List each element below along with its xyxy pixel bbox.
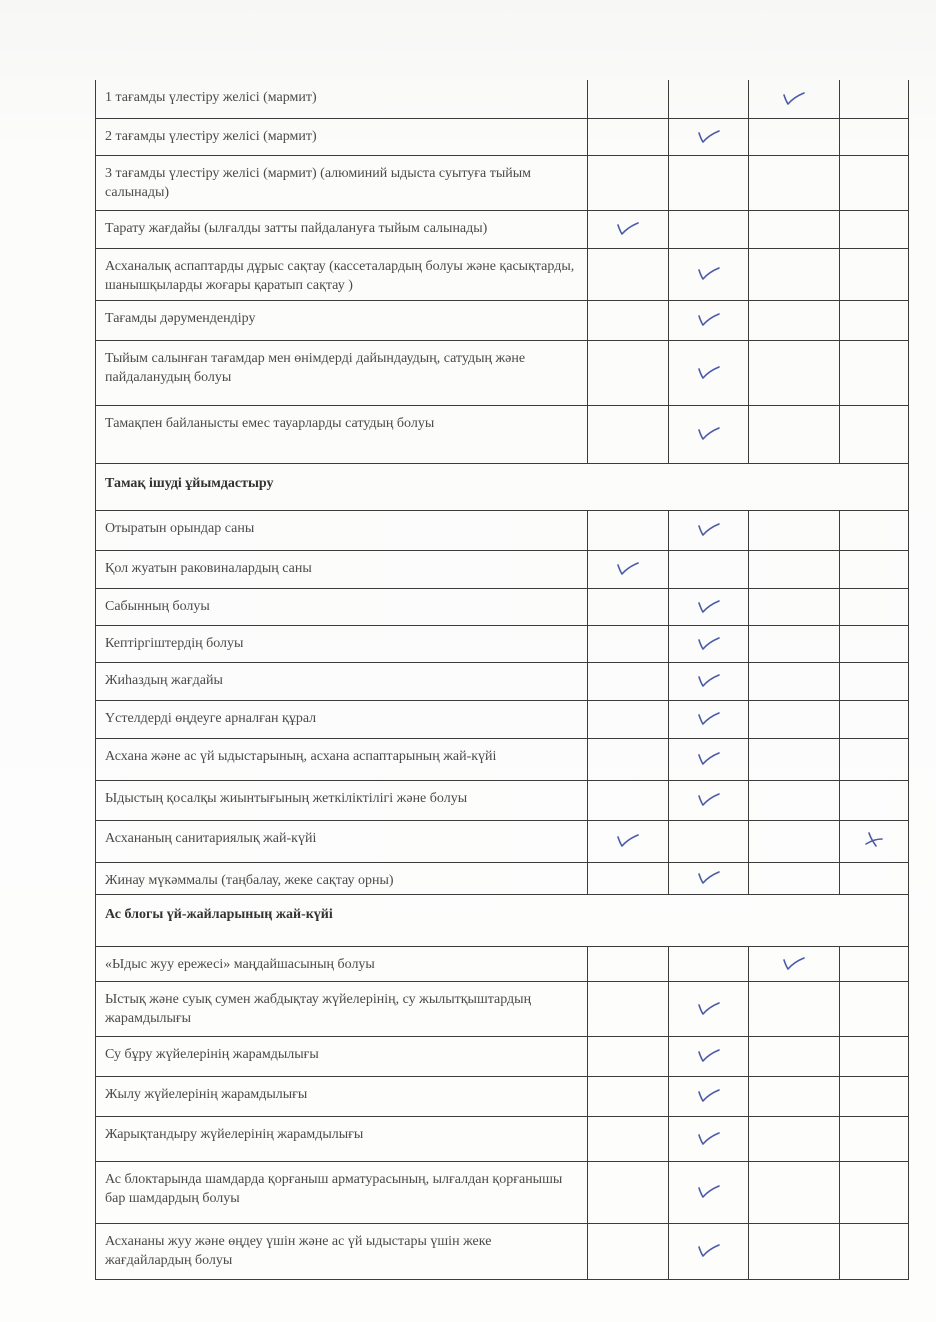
mark-cell-col3[interactable] [749, 550, 840, 588]
mark-cell-col3[interactable] [749, 405, 840, 463]
checklist-row [96, 862, 909, 894]
mark-cell-col4[interactable] [840, 946, 909, 981]
mark-cell-col4[interactable] [840, 210, 909, 248]
mark-cell-col4[interactable] [840, 820, 909, 862]
mark-cell-col4[interactable] [840, 862, 909, 894]
mark-cell-col1[interactable] [588, 118, 669, 155]
mark-cell-col2[interactable] [669, 738, 749, 780]
handwritten-check-icon [695, 999, 723, 1017]
mark-cell-col2[interactable] [669, 946, 749, 981]
mark-cell-col3[interactable] [749, 862, 840, 894]
mark-cell-col2[interactable] [669, 118, 749, 155]
mark-cell-col1[interactable] [588, 1036, 669, 1076]
mark-cell-col1[interactable] [588, 80, 669, 118]
mark-cell-col2[interactable] [669, 510, 749, 550]
handwritten-check-icon [695, 1046, 723, 1064]
mark-cell-col4[interactable] [840, 550, 909, 588]
item-label: Ыдыстың қосалқы жиынтығының жеткіліктілігі және болуы [96, 780, 588, 820]
mark-cell-col4[interactable] [840, 738, 909, 780]
mark-cell-col3[interactable] [749, 248, 840, 300]
mark-cell-col1[interactable] [588, 1161, 669, 1223]
mark-cell-col3[interactable] [749, 662, 840, 700]
item-label: Тамақпен байланысты емес тауарларды сатудың болуы [96, 405, 588, 463]
inspection-checklist-table [95, 80, 909, 1280]
checklist-row [96, 1076, 909, 1116]
mark-cell-col1[interactable] [588, 510, 669, 550]
handwritten-check-icon [695, 749, 723, 767]
mark-cell-col4[interactable] [840, 80, 909, 118]
handwritten-check-icon [695, 520, 723, 538]
handwritten-check-icon [614, 831, 642, 849]
mark-cell-col2[interactable] [669, 405, 749, 463]
item-label: Асхана және ас үй ыдыстарының, асхана аспаптарының жай-күйі [96, 738, 588, 780]
checklist-row [96, 155, 909, 210]
section-title: Ас блогы үй-жайларының жай-күйі [96, 894, 909, 946]
mark-cell-col1[interactable] [588, 862, 669, 894]
checklist-row [96, 662, 909, 700]
mark-cell-col1[interactable] [588, 780, 669, 820]
mark-cell-col4[interactable] [840, 700, 909, 738]
mark-cell-col1[interactable] [588, 1076, 669, 1116]
handwritten-check-icon [614, 559, 642, 577]
mark-cell-col2[interactable] [669, 780, 749, 820]
checklist-row [96, 340, 909, 405]
handwritten-check-icon [780, 89, 808, 107]
mark-cell-col2[interactable] [669, 662, 749, 700]
mark-cell-col3[interactable] [749, 700, 840, 738]
handwritten-check-icon [695, 868, 723, 886]
mark-cell-col3[interactable] [749, 625, 840, 662]
handwritten-check-icon [695, 634, 723, 652]
mark-cell-col2[interactable] [669, 1036, 749, 1076]
item-label: «Ыдыс жуу ережесі» маңдайшасының болуы [96, 946, 588, 981]
item-label: Қол жуатын раковиналардың саны [96, 550, 588, 588]
mark-cell-col3[interactable] [749, 946, 840, 981]
checklist-row [96, 820, 909, 862]
mark-cell-col1[interactable] [588, 738, 669, 780]
mark-cell-col1[interactable] [588, 946, 669, 981]
handwritten-cross-icon [860, 831, 888, 849]
handwritten-check-icon [695, 671, 723, 689]
mark-cell-col2[interactable] [669, 1076, 749, 1116]
handwritten-check-icon [695, 709, 723, 727]
checklist-row [96, 946, 909, 981]
item-label: Жиһаздың жағдайы [96, 662, 588, 700]
item-label: Сабынның болуы [96, 588, 588, 625]
mark-cell-col3[interactable] [749, 981, 840, 1036]
mark-cell-col3[interactable] [749, 118, 840, 155]
checklist-row [96, 588, 909, 625]
handwritten-check-icon [780, 954, 808, 972]
mark-cell-col4[interactable] [840, 1161, 909, 1223]
mark-cell-col4[interactable] [840, 118, 909, 155]
checklist-row [96, 981, 909, 1036]
mark-cell-col1[interactable] [588, 550, 669, 588]
handwritten-check-icon [695, 1241, 723, 1259]
checklist-row [96, 1116, 909, 1161]
mark-cell-col3[interactable] [749, 210, 840, 248]
mark-cell-col4[interactable] [840, 625, 909, 662]
mark-cell-col4[interactable] [840, 248, 909, 300]
checklist-row [96, 210, 909, 248]
checklist-row [96, 405, 909, 463]
mark-cell-col1[interactable] [588, 820, 669, 862]
handwritten-check-icon [695, 597, 723, 615]
mark-cell-col2[interactable] [669, 820, 749, 862]
mark-cell-col2[interactable] [669, 210, 749, 248]
mark-cell-col1[interactable] [588, 662, 669, 700]
mark-cell-col3[interactable] [749, 510, 840, 550]
item-label: Асханалық аспаптарды дұрыс сақтау (кассеталардың болуы және қасықтарды, шанышқыларды жоғары қаратып сақтау ) [96, 248, 588, 300]
mark-cell-col4[interactable] [840, 405, 909, 463]
handwritten-check-icon [695, 1086, 723, 1104]
mark-cell-col3[interactable] [749, 1116, 840, 1161]
checklist-row [96, 1036, 909, 1076]
mark-cell-col1[interactable] [588, 625, 669, 662]
mark-cell-col4[interactable] [840, 155, 909, 210]
mark-cell-col1[interactable] [588, 155, 669, 210]
mark-cell-col2[interactable] [669, 1116, 749, 1161]
checklist-row [96, 780, 909, 820]
mark-cell-col4[interactable] [840, 340, 909, 405]
mark-cell-col2[interactable] [669, 248, 749, 300]
handwritten-check-icon [695, 363, 723, 381]
checklist-row [96, 550, 909, 588]
mark-cell-col1[interactable] [588, 588, 669, 625]
item-label: 2 тағамды үлестіру желісі (мармит) [96, 118, 588, 155]
mark-cell-col3[interactable] [749, 780, 840, 820]
item-label: Жылу жүйелерінің жарамдылығы [96, 1076, 588, 1116]
mark-cell-col3[interactable] [749, 1036, 840, 1076]
mark-cell-col1[interactable] [588, 700, 669, 738]
handwritten-check-icon [695, 127, 723, 145]
mark-cell-col4[interactable] [840, 510, 909, 550]
mark-cell-col1[interactable] [588, 340, 669, 405]
checklist-row [96, 1223, 909, 1279]
handwritten-check-icon [695, 310, 723, 328]
handwritten-check-icon [695, 264, 723, 282]
mark-cell-col4[interactable] [840, 1076, 909, 1116]
section-header-row [96, 894, 909, 946]
checklist-row [96, 248, 909, 300]
checklist-row [96, 510, 909, 550]
section-title: Тамақ ішуді ұйымдастыру [96, 463, 909, 510]
mark-cell-col4[interactable] [840, 1116, 909, 1161]
mark-cell-col3[interactable] [749, 1223, 840, 1279]
mark-cell-col2[interactable] [669, 588, 749, 625]
mark-cell-col4[interactable] [840, 1223, 909, 1279]
mark-cell-col2[interactable] [669, 700, 749, 738]
checklist-row [96, 700, 909, 738]
item-label: Жарықтандыру жүйелерінің жарамдылығы [96, 1116, 588, 1161]
item-label: 3 тағамды үлестіру желісі (мармит) (алюминий ыдыста суытуға тыйым салынады) [96, 155, 588, 210]
mark-cell-col3[interactable] [749, 1161, 840, 1223]
handwritten-check-icon [695, 790, 723, 808]
mark-cell-col3[interactable] [749, 1076, 840, 1116]
checklist-row [96, 625, 909, 662]
mark-cell-col2[interactable] [669, 80, 749, 118]
mark-cell-col2[interactable] [669, 981, 749, 1036]
mark-cell-col4[interactable] [840, 300, 909, 340]
mark-cell-col3[interactable] [749, 340, 840, 405]
item-label: 1 тағамды үлестіру желісі (мармит) [96, 80, 588, 118]
checklist-row [96, 118, 909, 155]
checklist-row [96, 80, 909, 118]
mark-cell-col3[interactable] [749, 80, 840, 118]
checklist-row [96, 1161, 909, 1223]
mark-cell-col2[interactable] [669, 340, 749, 405]
item-label: Кептіргіштердің болуы [96, 625, 588, 662]
handwritten-check-icon [695, 1129, 723, 1147]
handwritten-check-icon [695, 424, 723, 442]
mark-cell-col3[interactable] [749, 820, 840, 862]
mark-cell-col4[interactable] [840, 780, 909, 820]
mark-cell-col1[interactable] [588, 300, 669, 340]
mark-cell-col2[interactable] [669, 1161, 749, 1223]
mark-cell-col3[interactable] [749, 155, 840, 210]
item-label: Ыстық және суық сумен жабдықтау жүйелерінің, су жылытқыштардың жарамдылығы [96, 981, 588, 1036]
mark-cell-col4[interactable] [840, 588, 909, 625]
mark-cell-col4[interactable] [840, 1036, 909, 1076]
mark-cell-col1[interactable] [588, 405, 669, 463]
mark-cell-col4[interactable] [840, 662, 909, 700]
item-label: Жинау мүкәммалы (таңбалау, жеке сақтау орны) [96, 862, 588, 894]
mark-cell-col4[interactable] [840, 981, 909, 1036]
mark-cell-col1[interactable] [588, 1116, 669, 1161]
item-label: Үстелдерді өңдеуге арналған құрал [96, 700, 588, 738]
checklist-row [96, 738, 909, 780]
item-label: Тарату жағдайы (ылғалды затты пайдалануға тыйым салынады) [96, 210, 588, 248]
mark-cell-col2[interactable] [669, 1223, 749, 1279]
mark-cell-col1[interactable] [588, 248, 669, 300]
mark-cell-col3[interactable] [749, 738, 840, 780]
item-label: Тағамды дәрумендендіру [96, 300, 588, 340]
item-label: Тыйым салынған тағамдар мен өнімдерді дайындаудың, сатудың және пайдаланудың болуы [96, 340, 588, 405]
mark-cell-col2[interactable] [669, 550, 749, 588]
mark-cell-col1[interactable] [588, 210, 669, 248]
mark-cell-col1[interactable] [588, 1223, 669, 1279]
mark-cell-col2[interactable] [669, 300, 749, 340]
mark-cell-col2[interactable] [669, 862, 749, 894]
mark-cell-col1[interactable] [588, 981, 669, 1036]
item-label: Асхананың санитариялық жай-күйі [96, 820, 588, 862]
handwritten-check-icon [695, 1182, 723, 1200]
mark-cell-col3[interactable] [749, 300, 840, 340]
checklist-row [96, 300, 909, 340]
section-header-row [96, 463, 909, 510]
item-label: Ас блоктарында шамдарда қорғаныш арматурасының, ылғалдан қорғанышы бар шамдардың болуы [96, 1161, 588, 1223]
mark-cell-col3[interactable] [749, 588, 840, 625]
mark-cell-col2[interactable] [669, 155, 749, 210]
handwritten-check-icon [614, 219, 642, 237]
item-label: Су бұру жүйелерінің жарамдылығы [96, 1036, 588, 1076]
item-label: Асхананы жуу және өңдеу үшін және ас үй ыдыстары үшін жеке жағдайлардың болуы [96, 1223, 588, 1279]
mark-cell-col2[interactable] [669, 625, 749, 662]
item-label: Отыратын орындар саны [96, 510, 588, 550]
